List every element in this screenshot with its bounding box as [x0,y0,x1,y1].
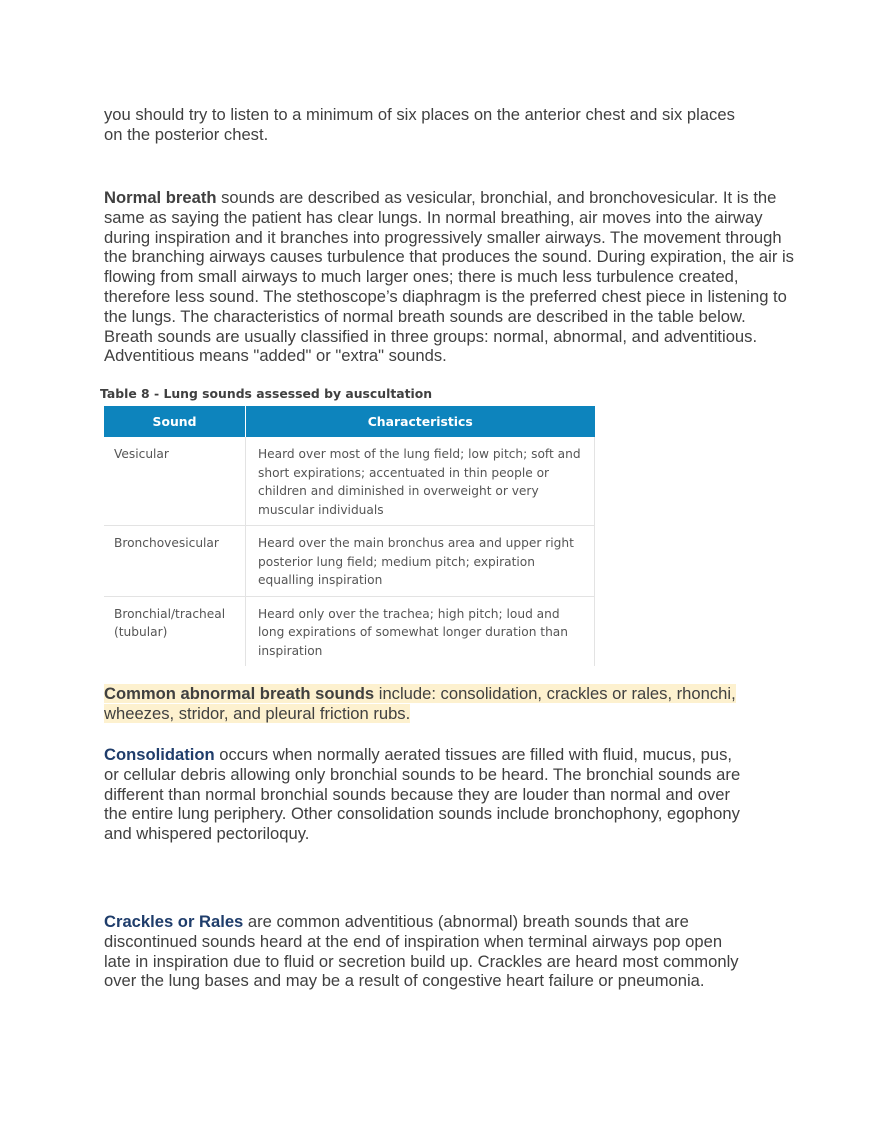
table-row [104,437,595,526]
consolidation-term: Consolidation [104,745,215,764]
crackles-paragraph [104,912,744,991]
cell-sound: Vesicular [104,437,246,526]
cell-characteristics: Heard only over the trachea; high pitch; loud and long expirations of somewhat longer duration than inspiration [246,596,595,666]
header-sound: Sound [104,406,246,437]
cell-characteristics: Heard over the main bronchus area and upper right posterior lung field; medium pitch; expiration equalling inspiration [246,526,595,597]
table-header-row [104,406,595,437]
normal-breath-text: sounds are described as vesicular, bronchial, and bronchovesicular. It is the same as saying the patient has clear lungs. In normal breathing, air moves into the airway during inspiration and it branches into progressively smaller airways. The movement through the branching airways causes turbulence that produces the sound. During expiration, the air is flowing from small airways to much larger ones; there is much less turbulence created, therefore less sound. The stethoscope’s diaphragm is the preferred chest piece in listening to the lungs. The characteristics of normal breath sounds are described in the table below. Breath sounds are usually classified in three groups: normal, abnormal, and adventitious. Adventitious means "added" or "extra" sounds. [104,188,794,366]
normal-breath-paragraph [104,188,794,366]
intro-paragraph [104,105,744,145]
intro-text: you should try to listen to a minimum of six places on the anterior chest and six places on the posterior chest. [104,105,735,144]
header-characteristics: Characteristics [246,406,595,437]
cell-sound: Bronchovesicular [104,526,246,597]
table-row [104,596,595,666]
normal-breath-term: Normal breath [104,188,217,207]
cell-sound: Bronchial/tracheal (tubular) [104,596,246,666]
abnormal-sounds-term: Common abnormal breath sounds [104,684,375,703]
abnormal-sounds-paragraph [104,684,744,724]
consolidation-paragraph [104,745,744,844]
table-caption: Table 8 - Lung sounds assessed by auscultation [100,386,433,401]
table-row [104,526,595,597]
crackles-text: are common adventitious (abnormal) breath sounds that are discontinued sounds heard at the end of inspiration when terminal airways pop open late in inspiration due to fluid or secretion build up. Crackles are heard most commonly over the lung bases and may be a result of congestive heart failure or pneumonia. [104,912,739,991]
abnormal-sounds-text: include: consolidation, crackles or rales, rhonchi, wheezes, stridor, and pleural friction rubs. [104,684,736,723]
cell-characteristics: Heard over most of the lung field; low pitch; soft and short expirations; accentuated in thin people or children and diminished in overweight or very muscular individuals [246,437,595,526]
lung-sounds-table [104,406,595,666]
crackles-term: Crackles or Rales [104,912,244,931]
consolidation-text: occurs when normally aerated tissues are filled with fluid, mucus, pus, or cellular debris allowing only bronchial sounds to be heard. The bronchial sounds are different than normal bronchial sounds because they are louder than normal and over the entire lung periphery. Other consolidation sounds include bronchophony, egophony and whispered pectoriloquy. [104,745,741,844]
